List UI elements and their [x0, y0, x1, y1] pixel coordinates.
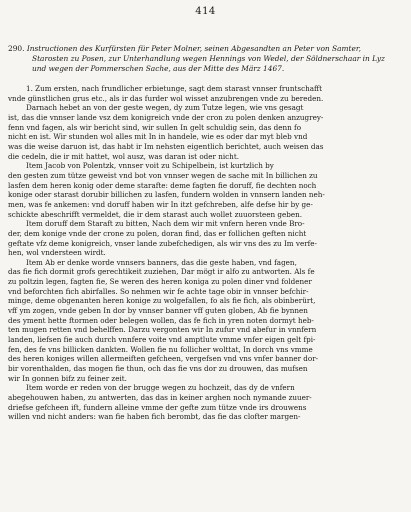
text-line: vnd beforchten fich abirfalles. So nehmen wir fe achte tage obir in vnnser befchir- — [8, 286, 309, 296]
text-line: vff ym zogen, vnde geben In dor by vnnser banner vff guten globen, Ab fie bynnen — [8, 306, 308, 316]
text-line: lasfen dem heren konig oder deme starafte: deme fagten fie doruff, fie dechten noch — [8, 180, 317, 190]
text-line: 1. Zum ersten, nach frundlicher erbietunge, sagt dem starast vnnser fruntschafft — [26, 84, 323, 93]
document-number: 290. — [8, 44, 25, 53]
text-line: der, dem konige vnde der crone zu polen, doran find, das er follichen geften nicht — [8, 228, 307, 238]
paragraph — [8, 219, 406, 258]
text-line: abegehouwen haben, zu antwerten, das das in keiner arghen noch nymande zuuer- — [8, 393, 312, 402]
text-line: wir In gonnen bifz zu feiner zeit. — [8, 373, 127, 383]
text-line: men, was fe ankemen: vnd doruff haben wir In itzt gefchreben, alfe defse hir by ge- — [8, 199, 313, 209]
text-line: den gesten zum tütze geweist vnd bot von vnnser wegen de sache mit In billichen zu — [8, 170, 318, 180]
document-heading — [8, 44, 404, 75]
text-line: das fie fich dormit grofs gerechtikeit zuziehen, Dar mögt ir alfo zu antworten. Als fe — [8, 267, 315, 277]
text-line: Item Jacob von Polentzk, vnnser voit zu Schipelbein, ist kurtzlich by — [26, 161, 274, 171]
text-line: geftate vfz deme konigreich, vnser lande zubefchedigen, als wir vns des zu Im verfe- — [8, 238, 317, 248]
heading-line-3: und wegen der Pommerschen Sache, aus der Mitte des März 1467. — [32, 64, 285, 74]
text-line: Item Ab er denke worde vnnsers banners, das die geste haben, vnd fagen, — [26, 257, 297, 267]
paragraph — [8, 258, 406, 384]
text-line: ten mugen retten vnd behelffen. Darzu vergonten wir In zufur vnd abefur in vnnfern — [8, 325, 317, 335]
text-line: nicht en ist. Wir stunden wol alles mit In in handele, wie es oder dar myt bleb vnd — [8, 132, 308, 142]
text-line: zu poltzin legen, fagten fie, Se weren des heren koniga zu polen diner vnd foldener — [8, 277, 312, 287]
heading-line-2: Starosten zu Posen, zur Unterhandlung wegen Hennings von Wedel, der Söldnerschaar in Lyz — [32, 54, 385, 64]
paragraph — [8, 161, 406, 219]
text-line: Darnach hebet an von der geste wegen, dy zum Tutze legen, wie vns gesagt — [26, 103, 304, 113]
heading-line-1: Instructionen des Kurfürsten für Peter Molner, seinen Abgesandten an Peter von Samter, — [26, 44, 361, 53]
body-text — [8, 84, 406, 422]
text-line: vnde günstlichen grus etc., als ir das furder wol wisset anzubrengen vnde zu bereden. — [8, 93, 324, 103]
text-line: ist, das die vnnser lande vsz dem konigreich vnde der cron zu polen denken anzugrey- — [8, 112, 324, 122]
text-line: konige oder starast dorubir billichen zu lasfen, fundern wolden in vnnsern landen neh- — [8, 190, 325, 200]
text-line: Item worde er reden von der brugge wegen zu hochzeit, das dy de vnfern — [26, 383, 295, 393]
text-line: landen, liefsen fie auch durch vnnfere voite vnd amptlute vmme vnfer eigen gelt fpi- — [8, 335, 316, 345]
text-line: willen vnd nicht anders: wan fie haben fich berombt, das fie das clofter margen- — [8, 412, 301, 422]
text-line: fen, des fe vns billicken dankten. Wollen fie nu follicher wolttat, In dorch vns vmme — [8, 344, 313, 354]
page-number: 414 — [195, 6, 216, 17]
text-line: des heren koniges willen allermeiften gefcheen, vergefsen vnd vns vnfer banner dor- — [8, 354, 319, 364]
text-line: minge, deme obgenanten heren konige zu wolgefallen, fo als fie fich, als obinberürt, — [8, 296, 316, 306]
paragraph — [8, 383, 406, 422]
text-line: driefse gefcheen ift, fundern alleine vmme der gefte zum tütze vnde irs drouwens — [8, 402, 307, 412]
text-line: fenn vnd fagen, als wir bericht sind, wir sullen In gelt schuldig sein, das denn fo — [8, 122, 302, 132]
text-line: bir vorenthalden, das mogen fie thun, och das fie vns dor zu drouwen, das mufsen — [8, 364, 308, 374]
text-line: des yment hette ftormen oder belegen wollen, das fe fich in yren noten dormyt heb- — [8, 315, 314, 325]
text-line: schickte abeschrifft vermeldet, die ir dem starast auch wollet zuuorsteen geben. — [8, 209, 303, 219]
text-line: die cedeln, die ir mit hattet, wol ausz, was daran ist oder nicht. — [8, 151, 239, 161]
text-line: was die weise daruon ist, das habt ir Im nehsten eigentlich berichtet, auch weisen das — [8, 141, 324, 151]
paragraph — [8, 84, 406, 161]
text-line: Item doruff dem Staraft zu bitten, Nach dem wir mit vnfern heren vnde Bro- — [26, 219, 305, 229]
text-line: hen, wol vndersteen wirdt. — [8, 248, 106, 258]
